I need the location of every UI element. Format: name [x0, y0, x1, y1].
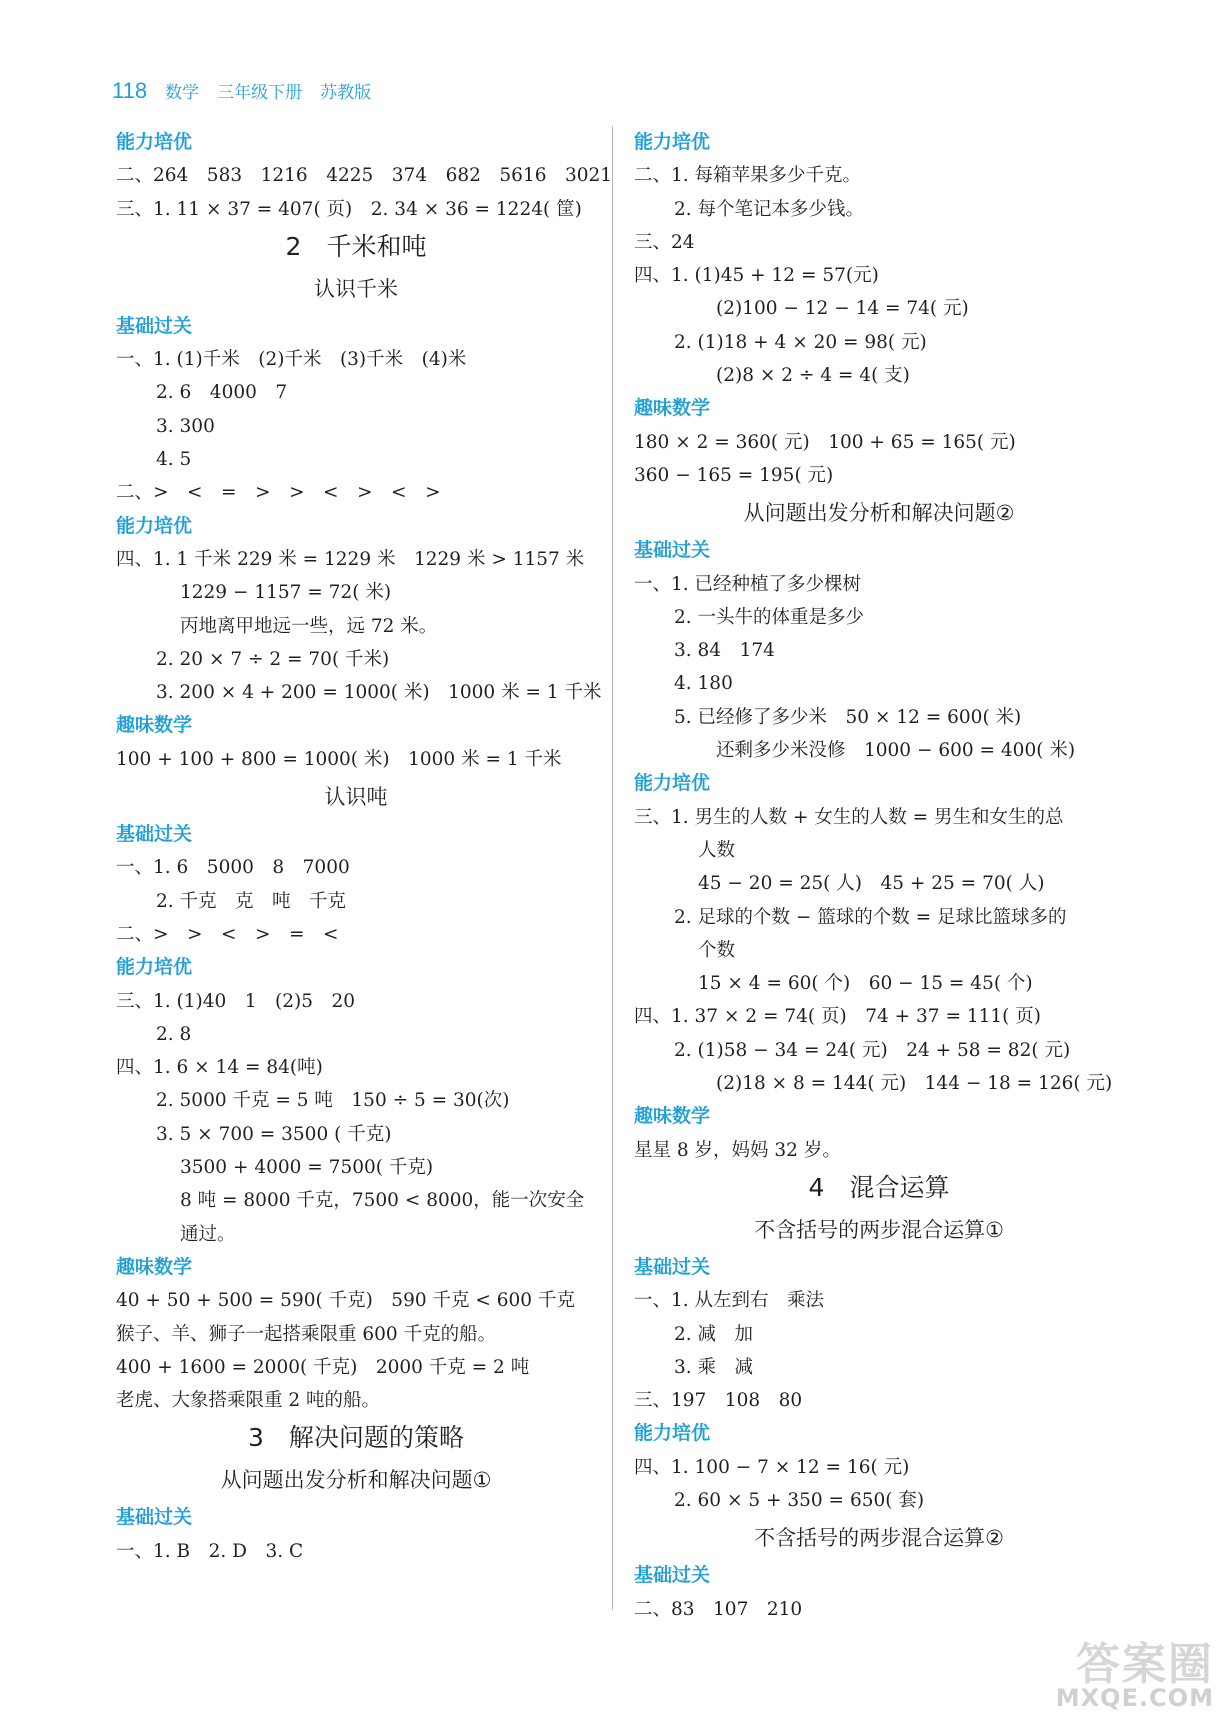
answer-line: 四、1. 100 − 7 × 12 = 16( 元) [634, 1456, 910, 1478]
answer-line: 人数 [698, 839, 736, 861]
watermark-logo: 答案圈 [1076, 1639, 1214, 1690]
subsection-title: 认识千米 [314, 276, 398, 301]
answer-line: 2. 5000 千克 = 5 吨 150 ÷ 5 = 30(次) [156, 1090, 510, 1112]
answer-line: 2. 每个笔记本多少钱。 [674, 198, 865, 220]
answer-line: 2. 8 [156, 1023, 192, 1045]
answer-line: 400 + 1600 = 2000( 千克) 2000 千克 = 2 吨 [116, 1356, 530, 1378]
section-heading: 基础过关 [634, 1564, 711, 1587]
answer-line: 2. 60 × 5 + 350 = 650( 套) [674, 1489, 925, 1511]
answer-line: 15 × 4 = 60( 个) 60 − 15 = 45( 个) [698, 973, 1033, 995]
answer-line: (2)100 − 12 − 14 = 74( 元) [716, 298, 969, 320]
answer-line: 2. (1)18 + 4 × 20 = 98( 元) [674, 331, 927, 353]
answer-line: 老虎、大象搭乘限重 2 吨的船。 [116, 1390, 381, 1412]
watermark-url: MXQE.COM [1055, 1684, 1214, 1712]
answer-line: 3500 + 4000 = 7500( 千克) [180, 1157, 434, 1179]
section-heading: 能力培优 [116, 514, 193, 537]
section-heading: 基础过关 [116, 823, 193, 846]
section-heading: 能力培优 [116, 131, 193, 153]
header-subject: 数学 [165, 83, 200, 103]
answer-line: 3. 乘 减 [674, 1356, 754, 1378]
section-heading: 能力培优 [634, 1422, 711, 1445]
column-divider [612, 126, 613, 1610]
answer-line: 100 + 100 + 800 = 1000( 米) 1000 米 = 1 千米 [116, 748, 562, 770]
answer-line: 丙地离甲地远一些，远 72 米。 [180, 615, 438, 637]
answer-line: 一、1. 6 5000 8 7000 [116, 857, 350, 879]
answer-line: 二、264 583 1216 4225 374 682 5616 3021 [116, 165, 613, 187]
chapter-title: 2 千米和吨 [285, 231, 427, 261]
answer-line: 8 吨 = 8000 千克，7500 < 8000，能一次安全 [180, 1190, 585, 1212]
section-heading: 基础过关 [116, 1506, 193, 1529]
section-heading: 能力培优 [634, 131, 711, 153]
answer-line: 3. 84 174 [674, 640, 775, 662]
section-heading: 趣味数学 [116, 1255, 193, 1278]
header-grade: 三年级下册 [217, 83, 303, 103]
answer-line: 三、1. 11 × 37 = 407( 页) 2. 34 × 36 = 1224( 筐) [116, 198, 582, 220]
answer-line: 2. 一头牛的体重是多少 [674, 606, 865, 628]
answer-line: 猴子、羊、狮子一起搭乘限重 600 千克的船。 [116, 1323, 497, 1345]
section-heading: 基础过关 [634, 1255, 711, 1278]
page-number: 118 [112, 78, 148, 103]
answer-line: 二、> > < > = < [116, 923, 339, 945]
answer-line: 四、1. 37 × 2 = 74( 页) 74 + 37 = 111( 页) [634, 1006, 1041, 1028]
answer-line: 一、1. B 2. D 3. C [116, 1540, 304, 1562]
chapter-title: 3 解决问题的策略 [248, 1423, 464, 1453]
left-column [116, 126, 613, 1568]
answer-line: 二、83 107 210 [634, 1598, 803, 1620]
chapter-title: 4 混合运算 [808, 1172, 950, 1202]
answer-line: 四、1. (1)45 + 12 = 57(元) [634, 265, 879, 287]
answer-line: 2. 足球的个数 − 篮球的个数 = 足球比篮球多的 [674, 906, 1067, 928]
page-header [112, 78, 371, 112]
section-heading: 趣味数学 [634, 397, 711, 420]
section-heading: 基础过关 [634, 539, 711, 562]
section-heading: 能力培优 [634, 772, 711, 795]
answer-line: 一、1. (1)千米 (2)千米 (3)千米 (4)米 [116, 349, 467, 371]
answer-line: 二、> < = > > < > < > [116, 482, 441, 504]
answer-line: 1229 − 1157 = 72( 米) [180, 582, 392, 604]
answer-line: 5. 已经修了多少米 50 × 12 = 600( 米) [674, 706, 1022, 728]
answer-line: 一、1. 从左到右 乘法 [634, 1290, 825, 1312]
answer-line: (2)8 × 2 ÷ 4 = 4( 支) [716, 365, 910, 387]
answer-line: (2)18 × 8 = 144( 元) 144 − 18 = 126( 元) [716, 1073, 1113, 1095]
answer-line: 2. 20 × 7 ÷ 2 = 70( 千米) [156, 648, 390, 670]
answer-line: 三、24 [634, 231, 695, 253]
answer-line: 三、197 108 80 [634, 1390, 803, 1412]
answer-line: 40 + 50 + 500 = 590( 千克) 590 千克 < 600 千克 [116, 1290, 575, 1312]
section-heading: 趣味数学 [634, 1105, 711, 1128]
answer-line: 2. 减 加 [674, 1323, 754, 1345]
subsection-title: 不含括号的两步混合运算① [754, 1217, 1004, 1242]
subsection-title: 认识吨 [324, 785, 388, 810]
answer-line: 3. 200 × 4 + 200 = 1000( 米) 1000 米 = 1 千米 [156, 682, 602, 704]
answer-line: 个数 [698, 939, 736, 961]
watermark [1050, 1628, 1220, 1714]
answer-line: 2. (1)58 − 34 = 24( 元) 24 + 58 = 82( 元) [674, 1039, 1071, 1061]
subsection-title: 从问题出发分析和解决问题② [743, 501, 1015, 526]
answer-line: 四、1. 1 千米 229 米 = 1229 米 1229 米 > 1157 米 [116, 548, 585, 570]
section-heading: 趣味数学 [116, 714, 193, 737]
header-edition: 苏教版 [320, 83, 372, 103]
subsection-title: 从问题出发分析和解决问题① [220, 1468, 492, 1493]
answer-line: 2. 6 4000 7 [156, 382, 288, 404]
section-heading: 基础过关 [116, 314, 193, 337]
subsection-title: 不含括号的两步混合运算② [754, 1526, 1004, 1551]
answer-line: 通过。 [180, 1223, 236, 1245]
answer-line: 4. 5 [156, 449, 192, 471]
answer-line: 还剩多少米没修 1000 − 600 = 400( 米) [716, 740, 1076, 762]
answer-line: 3. 5 × 700 = 3500 ( 千克) [156, 1123, 392, 1145]
answer-line: 四、1. 6 × 14 = 84(吨) [116, 1057, 323, 1079]
right-column [634, 126, 1124, 1626]
answer-line: 360 − 165 = 195( 元) [634, 464, 834, 486]
answer-line: 二、1. 每箱苹果多少千克。 [634, 165, 862, 187]
answer-line: 3. 300 [156, 415, 215, 437]
answer-line: 星星 8 岁，妈妈 32 岁。 [634, 1139, 841, 1161]
section-heading: 能力培优 [116, 956, 193, 979]
answer-line: 2. 千克 克 吨 千克 [156, 890, 347, 912]
answer-line: 三、1. 男生的人数 + 女生的人数 = 男生和女生的总 [634, 806, 1064, 828]
answer-line: 三、1. (1)40 1 (2)5 20 [116, 990, 356, 1012]
answer-line: 一、1. 已经种植了多少棵树 [634, 573, 862, 595]
answer-line: 45 − 20 = 25( 人) 45 + 25 = 70( 人) [698, 873, 1045, 895]
answer-line: 180 × 2 = 360( 元) 100 + 65 = 165( 元) [634, 431, 1016, 453]
answer-line: 4. 180 [674, 673, 733, 695]
